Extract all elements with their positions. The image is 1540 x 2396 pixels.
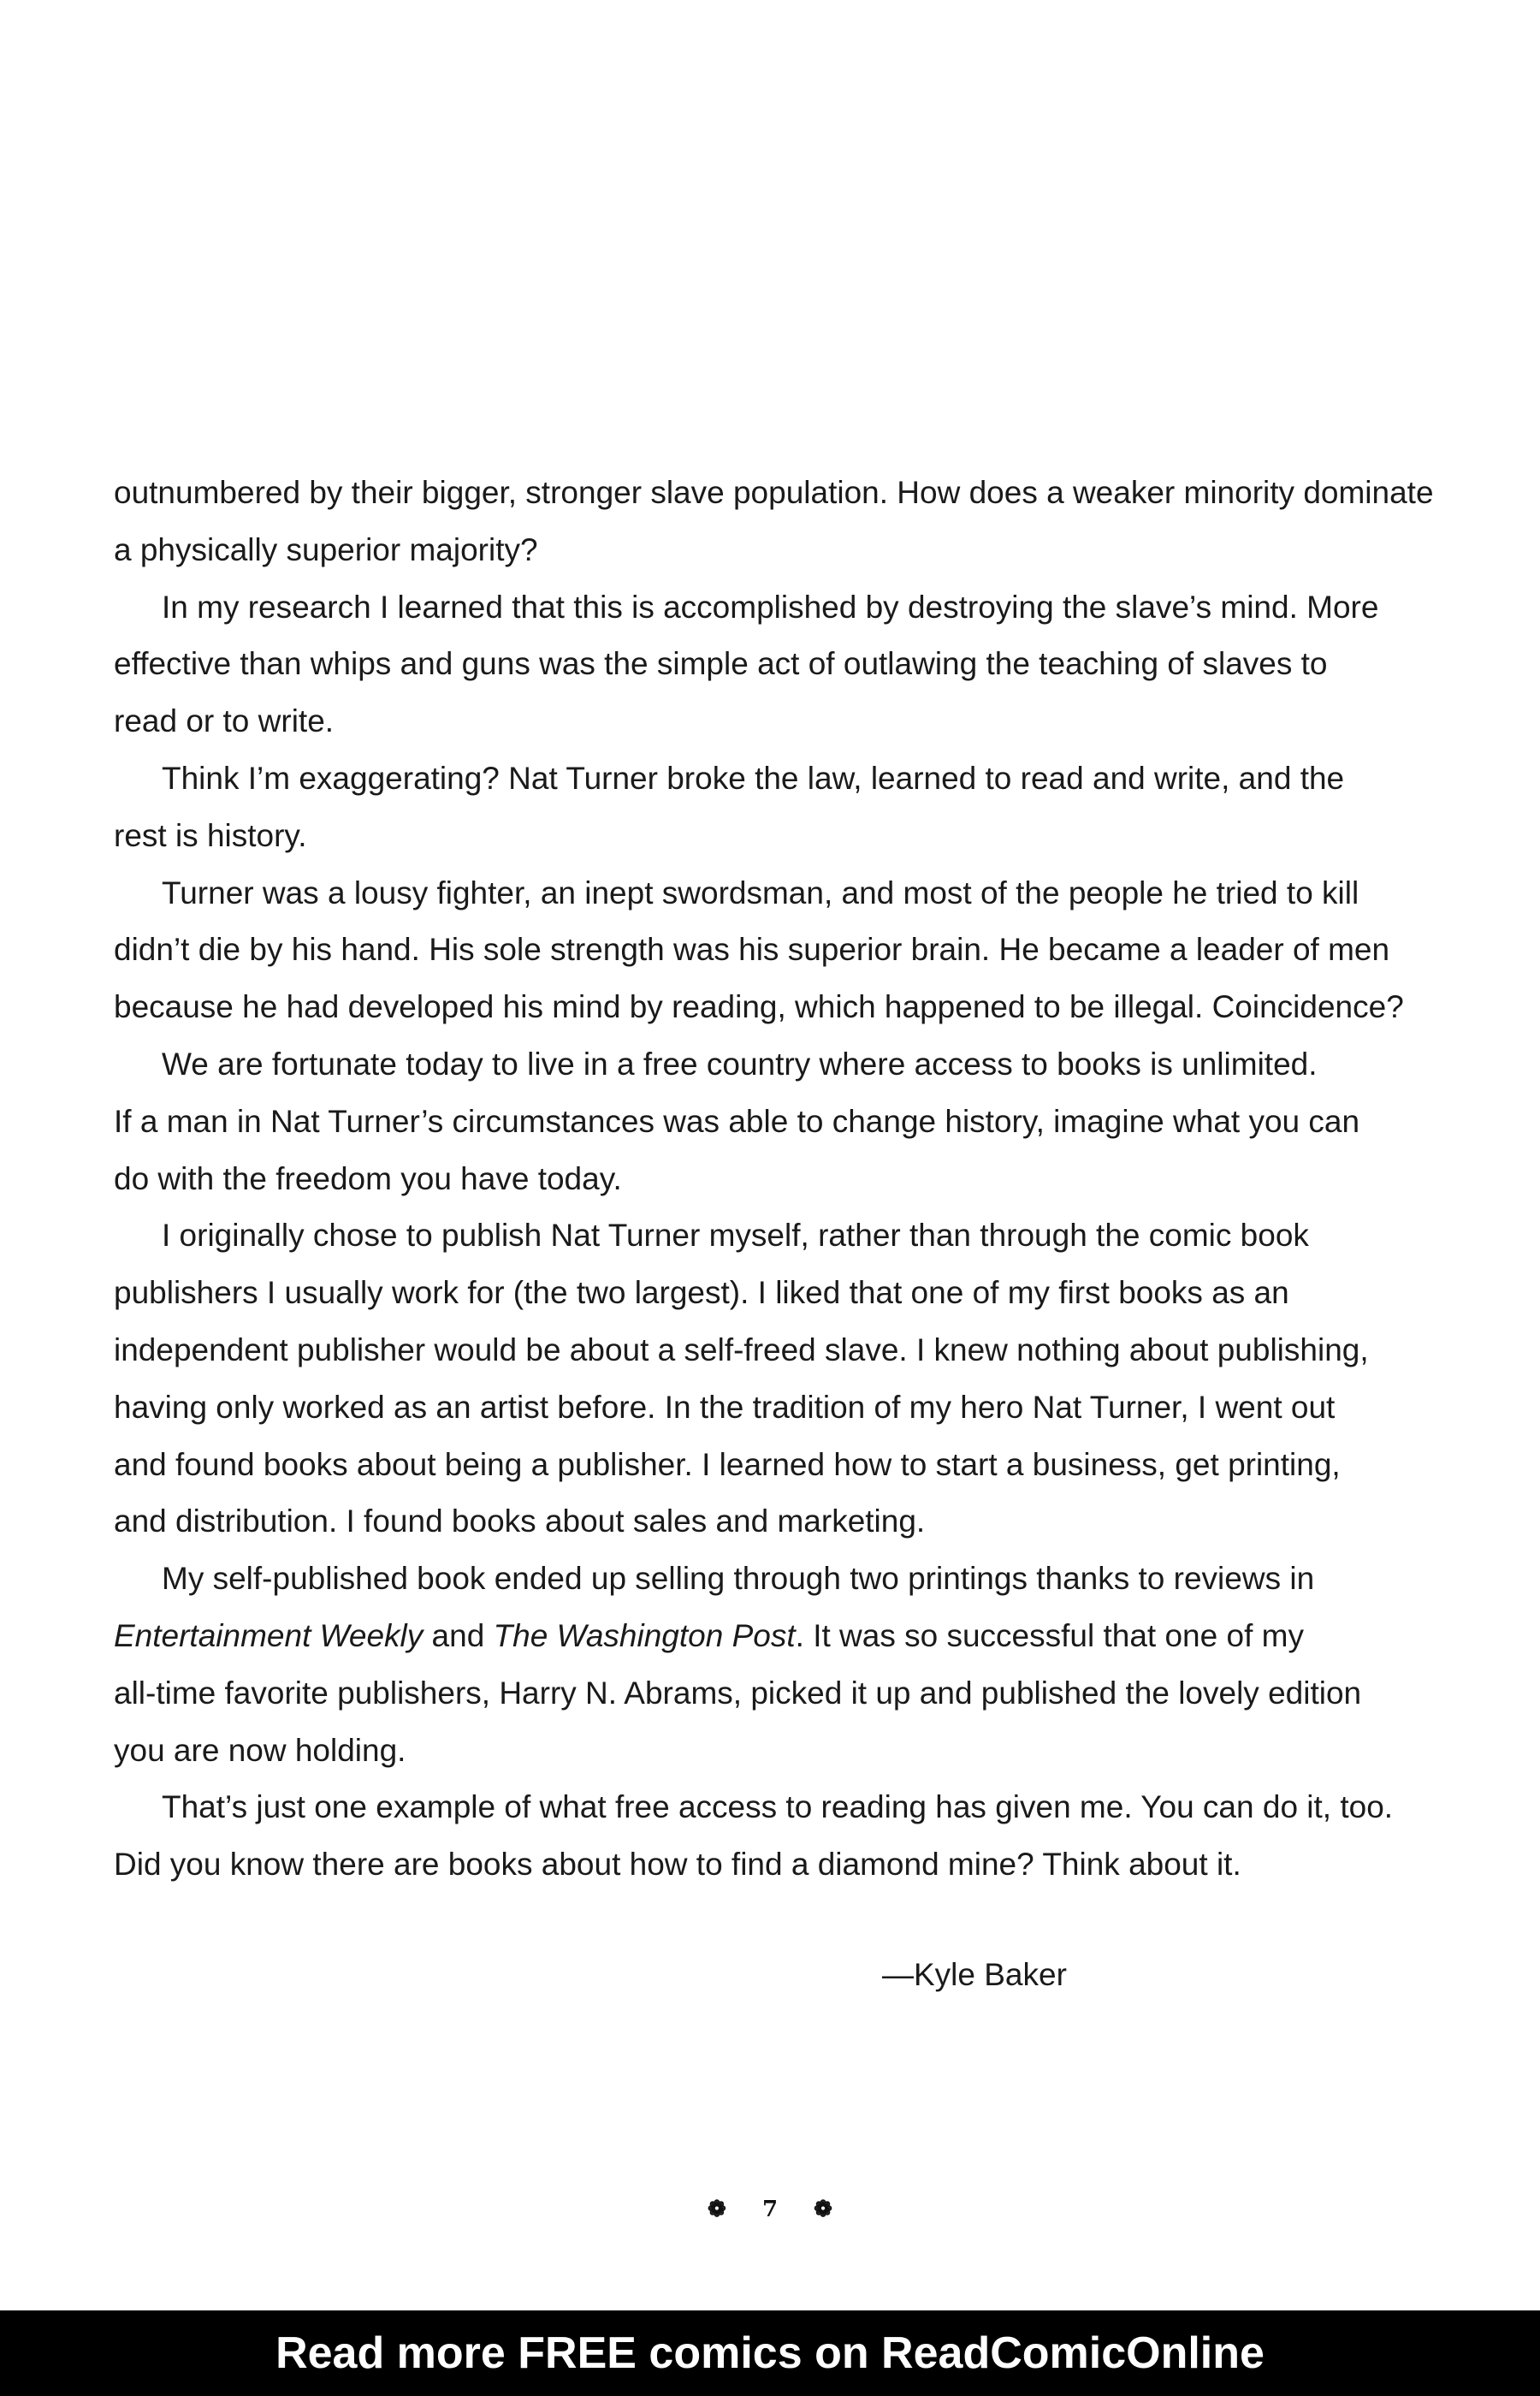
paragraph-4 xyxy=(114,865,1474,1036)
text-line: My self-published book ended up selling through two printings thanks to reviews in xyxy=(162,1561,1315,1597)
text-line: do with the freedom you have today. xyxy=(114,1160,622,1196)
author-signature: —Kyle Baker xyxy=(882,1957,1067,1992)
text-line: Turner was a lousy fighter, an inept swordsman, and most of the people he tried to kill xyxy=(162,875,1359,910)
promo-banner[interactable] xyxy=(0,2310,1540,2396)
text-line: publishers I usually work for (the two largest). I liked that one of my first books as an xyxy=(114,1275,1289,1311)
text-line: and found books about being a publisher. I learned how to start a business, get printing, xyxy=(114,1446,1341,1482)
paragraph-7 xyxy=(114,1551,1474,1779)
paragraph-2 xyxy=(114,579,1474,750)
text-line: and distribution. I found books about sales and marketing. xyxy=(114,1503,926,1539)
page-number: 7 xyxy=(761,2197,779,2222)
paragraph-8 xyxy=(114,1779,1474,1894)
text-fragment: and xyxy=(423,1617,494,1653)
text-line: rest is history. xyxy=(114,817,307,853)
paragraph-5 xyxy=(114,1036,1474,1207)
text-line: read or to write. xyxy=(114,703,335,739)
text-line: all-time favorite publishers, Harry N. Abrams, picked it up and published the lovely edition xyxy=(114,1675,1362,1711)
text-line: We are fortunate today to live in a free country where access to books is unlimited. xyxy=(162,1046,1318,1082)
paragraph-6 xyxy=(114,1207,1474,1551)
text-line: That’s just one example of what free access to reading has given me. You can do it, too. xyxy=(162,1789,1394,1825)
text-line: In my research I learned that this is accomplished by destroying the slave’s mind. More xyxy=(162,589,1379,625)
text-line: independent publisher would be about a self-freed slave. I knew nothing about publishing, xyxy=(114,1331,1369,1367)
text-line: having only worked as an artist before. In the tradition of my hero Nat Turner, I went out xyxy=(114,1389,1336,1425)
text-line xyxy=(114,1608,1474,1665)
magazine-title: Entertainment Weekly xyxy=(114,1617,424,1653)
text-line: If a man in Nat Turner’s circumstances was able to change history, imagine what you can xyxy=(114,1103,1360,1139)
text-line: a physically superior majority? xyxy=(114,531,538,567)
text-line: effective than whips and guns was the simple act of outlawing the teaching of slaves to xyxy=(114,646,1328,682)
text-line: I originally chose to publish Nat Turner myself, rather than through the comic book xyxy=(162,1218,1309,1254)
text-line: Did you know there are books about how to find a diamond mine? Think about it. xyxy=(114,1847,1241,1883)
text-line: Think I’m exaggerating? Nat Turner broke the law, learned to read and write, and the xyxy=(162,760,1345,796)
flower-ornament-icon: ❁ xyxy=(814,2197,832,2222)
text-fragment: . It was so successful that one of my xyxy=(795,1617,1304,1653)
text-line: outnumbered by their bigger, stronger slave population. How does a weaker minority dominate xyxy=(114,475,1434,510)
promo-banner-text: Read more FREE comics on ReadComicOnline xyxy=(275,2328,1265,2378)
paragraph-1 xyxy=(114,465,1474,579)
page-folio xyxy=(0,2191,1540,2228)
text-line: you are now holding. xyxy=(114,1732,406,1768)
flower-ornament-icon: ❁ xyxy=(708,2197,726,2222)
text-line: didn’t die by his hand. His sole strength was his superior brain. He became a leader of men xyxy=(114,932,1390,968)
paragraph-3 xyxy=(114,750,1474,865)
text-line: because he had developed his mind by reading, which happened to be illegal. Coincidence? xyxy=(114,989,1404,1025)
body-text xyxy=(114,465,1474,1894)
newspaper-title: The Washington Post xyxy=(493,1617,796,1653)
